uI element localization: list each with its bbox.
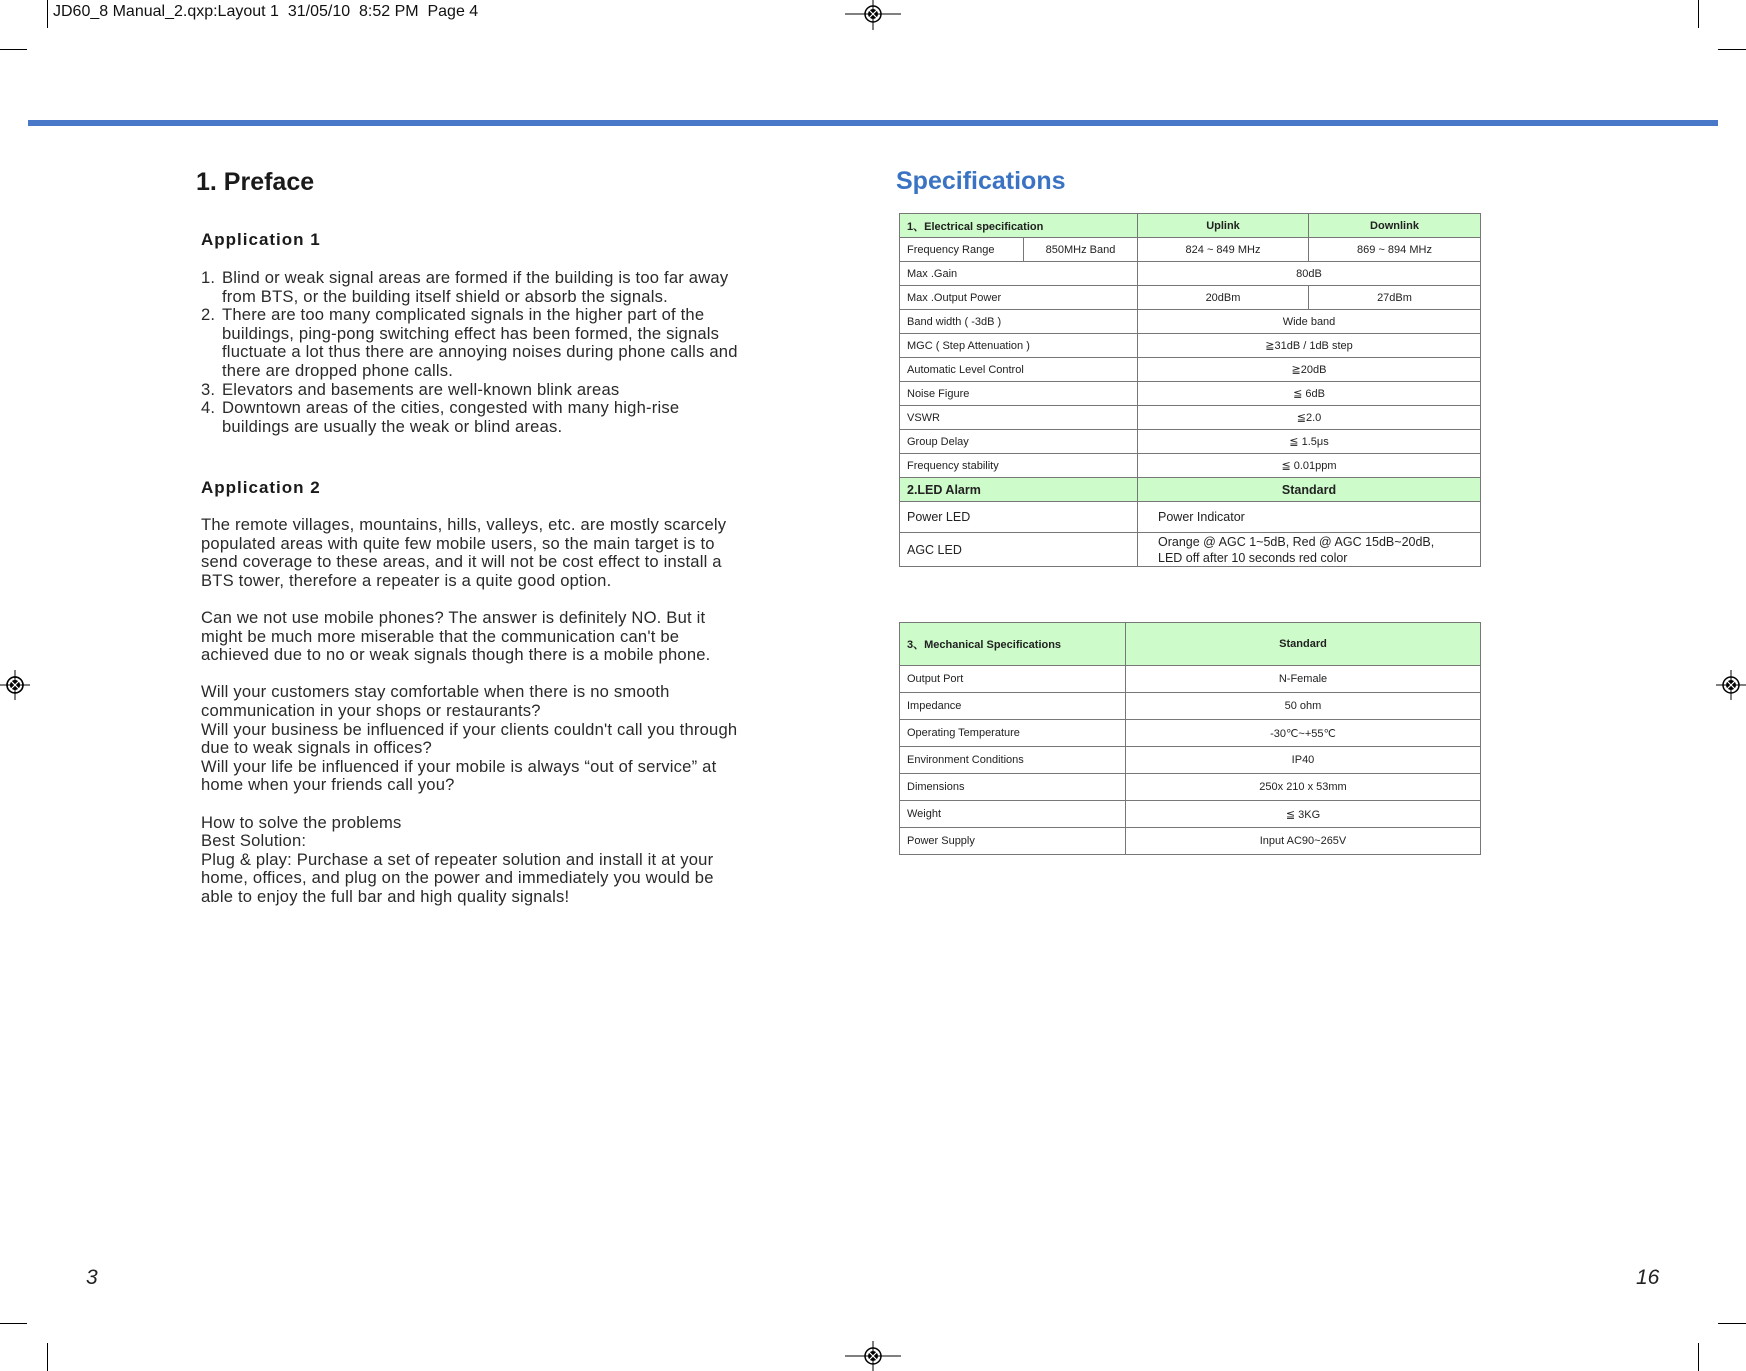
cell: ≦ 3KG — [1126, 801, 1481, 828]
cell: ≧20dB — [1138, 358, 1481, 382]
cell: Power Indicator — [1138, 502, 1481, 533]
row-label: Environment Conditions — [900, 747, 1126, 774]
row-label: Operating Temperature — [900, 720, 1126, 747]
cell: ≦2.0 — [1138, 406, 1481, 430]
cell: N-Female — [1126, 666, 1481, 693]
table-header: Standard — [1138, 478, 1481, 502]
table-header: Standard — [1126, 623, 1481, 666]
row-label: Max .Output Power — [900, 286, 1138, 310]
row-label: Frequency stability — [900, 454, 1138, 478]
cell: IP40 — [1126, 747, 1481, 774]
specifications-heading: Specifications — [896, 167, 1066, 195]
header-rule — [28, 120, 1718, 126]
cell: 50 ohm — [1126, 693, 1481, 720]
cell: ≦ 1.5μs — [1138, 430, 1481, 454]
page-number-right: 16 — [1636, 1266, 1660, 1289]
registration-mark-icon — [845, 0, 901, 30]
registration-mark-icon — [845, 1341, 901, 1371]
list-item: 1. Blind or weak signal areas are formed if the building is too far away from BTS, or the building itself shield or absorb the signals. — [201, 268, 729, 306]
row-label: Weight — [900, 801, 1126, 828]
cell: 824 ~ 849 MHz — [1138, 238, 1309, 262]
cell: Orange @ AGC 1~5dB, Red @ AGC 15dB~20dB, LED off after 10 seconds red color — [1138, 533, 1481, 567]
row-label: Band width ( -3dB ) — [900, 310, 1138, 334]
application-1-list — [201, 269, 741, 436]
row-label: AGC LED — [900, 533, 1138, 567]
row-label: Output Port — [900, 666, 1126, 693]
preface-heading: 1. Preface — [196, 168, 315, 196]
row-label: Power LED — [900, 502, 1138, 533]
cell: 869 ~ 894 MHz — [1309, 238, 1481, 262]
crop-mark — [0, 1323, 27, 1324]
table-header: Downlink — [1309, 214, 1481, 238]
paragraph: Plug & play: Purchase a set of repeater solution and install it at your home, offices, and plug on the power and immediately you would be able to enjoy the full bar and high quality signals! — [201, 849, 714, 906]
cell: ≧31dB / 1dB step — [1138, 334, 1481, 358]
table-header: 2.LED Alarm — [900, 478, 1138, 502]
application-2-heading: Application 2 — [201, 478, 321, 497]
table-header: Uplink — [1138, 214, 1309, 238]
paragraph: How to solve the problems — [201, 812, 402, 832]
crop-mark — [47, 0, 48, 28]
application-2-body — [201, 516, 741, 906]
crop-mark — [47, 1343, 48, 1371]
cell: Input AC90~265V — [1126, 828, 1481, 855]
registration-mark-icon — [0, 670, 30, 700]
paragraph: Will your business be influenced if your clients couldn't call you through due to weak signals in offices? — [201, 719, 738, 758]
electrical-spec-table — [899, 213, 1481, 567]
row-label: Frequency Range — [900, 238, 1024, 262]
row-label: Noise Figure — [900, 382, 1138, 406]
application-1-heading: Application 1 — [201, 230, 321, 249]
cell: 80dB — [1138, 262, 1481, 286]
registration-mark-icon — [1716, 670, 1746, 700]
crop-mark — [1718, 49, 1746, 50]
list-item: 4. Downtown areas of the cities, congested with many high-rise buildings are usually the weak or blind areas. — [201, 398, 680, 436]
crop-mark — [1718, 1323, 1746, 1324]
cell: 850MHz Band — [1024, 238, 1138, 262]
cell: 27dBm — [1309, 286, 1481, 310]
row-label: Dimensions — [900, 774, 1126, 801]
print-slug: JD60_8 Manual_2.qxp:Layout 1 31/05/10 8:52 PM Page 4 — [53, 3, 479, 20]
row-label: Group Delay — [900, 430, 1138, 454]
cell: 250x 210 x 53mm — [1126, 774, 1481, 801]
list-item: 3. Elevators and basements are well-known blink areas — [201, 379, 620, 399]
page-number-left: 3 — [86, 1266, 98, 1289]
cell: ≦ 6dB — [1138, 382, 1481, 406]
paragraph: Will your customers stay comfortable when there is no smooth communication in your shops or restaurants? — [201, 682, 670, 720]
mechanical-spec-table — [899, 622, 1481, 855]
list-item: 2. There are too many complicated signals in the higher part of the buildings, ping-pong switching effect has been formed, the signals fluctuate a lot thus there are annoying noises during phone calls and there are dropped phone calls. — [201, 305, 738, 380]
paragraph: Will your life be influenced if your mobile is always “out of service” at home when your friends call you? — [201, 756, 717, 795]
row-label: Power Supply — [900, 828, 1126, 855]
paragraph: Best Solution: — [201, 831, 307, 851]
paragraph: Can we not use mobile phones? The answer is definitely NO. But it might be much more miserable that the communication can't be achieved due to no or weak signals though there is a mobile phone. — [201, 607, 711, 665]
crop-mark — [1698, 1343, 1699, 1371]
row-label: VSWR — [900, 406, 1138, 430]
row-label: MGC ( Step Attenuation ) — [900, 334, 1138, 358]
crop-mark — [1698, 0, 1699, 28]
row-label: Automatic Level Control — [900, 358, 1138, 382]
table-header: 3、Mechanical Specifications — [900, 623, 1126, 666]
crop-mark — [0, 49, 27, 50]
cell: 20dBm — [1138, 286, 1309, 310]
table-header: 1、Electrical specification — [900, 214, 1138, 238]
cell: ≦ 0.01ppm — [1138, 454, 1481, 478]
cell: Wide band — [1138, 310, 1481, 334]
row-label: Max .Gain — [900, 262, 1138, 286]
cell: -30℃~+55℃ — [1126, 720, 1481, 747]
paragraph: The remote villages, mountains, hills, valleys, etc. are mostly scarcely populated areas with quite few mobile users, so the main target is to send coverage to these areas, and it will not be cost effect to install a BTS tower, therefore a repeater is a quite good option. — [201, 515, 727, 590]
row-label: Impedance — [900, 693, 1126, 720]
